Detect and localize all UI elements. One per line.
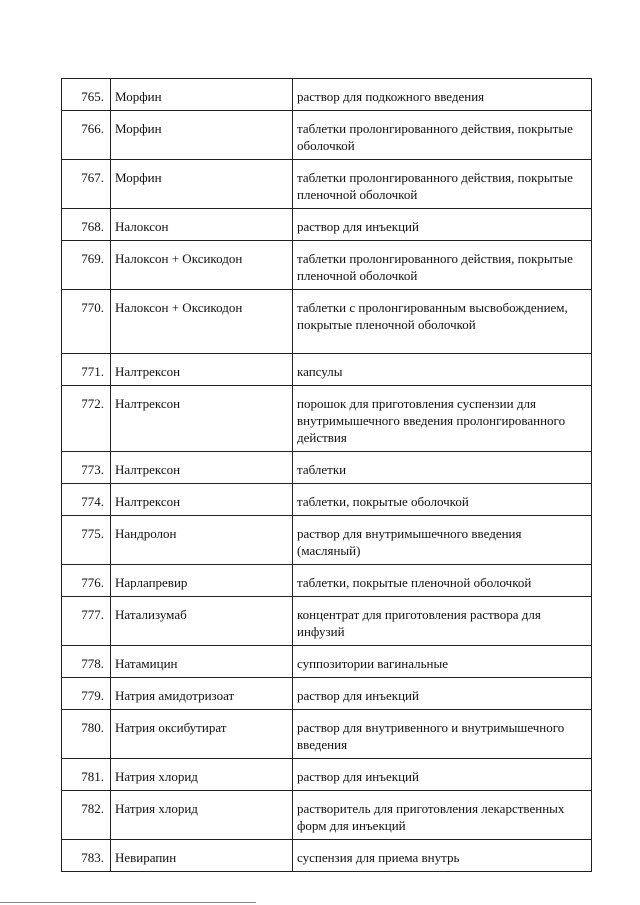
drug-name: Натрия амидотризоат — [111, 678, 293, 710]
dosage-form: раствор для подкожного введения — [293, 79, 592, 111]
dosage-form: суспензия для приема внутрь — [293, 840, 592, 872]
dosage-form: таблетки пролонгированного действия, покрытые пленочной оболочкой — [293, 241, 592, 290]
table-row — [62, 354, 592, 386]
drug-name: Налтрексон — [111, 484, 293, 516]
dosage-form: раствор для инъекций — [293, 209, 592, 241]
drug-name: Налтрексон — [111, 452, 293, 484]
dosage-form: раствор для внутримышечного введения (масляный) — [293, 516, 592, 565]
drug-name: Налтрексон — [111, 386, 293, 452]
drug-list-body — [62, 79, 592, 872]
table-row — [62, 710, 592, 759]
row-number: 766. — [62, 111, 111, 160]
drug-name: Невирапин — [111, 840, 293, 872]
table-row — [62, 565, 592, 597]
dosage-form: таблетки, покрытые пленочной оболочкой — [293, 565, 592, 597]
drug-name: Натрия оксибутират — [111, 710, 293, 759]
row-number: 774. — [62, 484, 111, 516]
drug-name: Налоксон + Оксикодон — [111, 290, 293, 354]
row-number: 773. — [62, 452, 111, 484]
table-row — [62, 840, 592, 872]
table-row — [62, 160, 592, 209]
table-row — [62, 241, 592, 290]
drug-name: Налоксон + Оксикодон — [111, 241, 293, 290]
row-number: 778. — [62, 646, 111, 678]
table-row — [62, 678, 592, 710]
dosage-form: порошок для приготовления суспензии для внутримышечного введения пролонгированного действия — [293, 386, 592, 452]
drug-name: Натрия хлорид — [111, 791, 293, 840]
table-row — [62, 452, 592, 484]
table-row — [62, 516, 592, 565]
drug-name: Налтрексон — [111, 354, 293, 386]
drug-name: Морфин — [111, 160, 293, 209]
drug-name: Нандролон — [111, 516, 293, 565]
dosage-form: раствор для инъекций — [293, 759, 592, 791]
row-number: 777. — [62, 597, 111, 646]
dosage-form: капсулы — [293, 354, 592, 386]
dosage-form: таблетки с пролонгированным высвобождением, покрытые пленочной оболочкой — [293, 290, 592, 354]
dosage-form: растворитель для приготовления лекарственных форм для инъекций — [293, 791, 592, 840]
row-number: 782. — [62, 791, 111, 840]
table-row — [62, 484, 592, 516]
table-row — [62, 759, 592, 791]
row-number: 783. — [62, 840, 111, 872]
row-number: 768. — [62, 209, 111, 241]
dosage-form: концентрат для приготовления раствора для инфузий — [293, 597, 592, 646]
drug-name: Морфин — [111, 111, 293, 160]
table-row — [62, 386, 592, 452]
dosage-form: таблетки пролонгированного действия, покрытые пленочной оболочкой — [293, 160, 592, 209]
drug-name: Натализумаб — [111, 597, 293, 646]
drug-list-table — [61, 78, 592, 872]
dosage-form: таблетки, покрытые оболочкой — [293, 484, 592, 516]
dosage-form: таблетки — [293, 452, 592, 484]
table-row — [62, 111, 592, 160]
drug-name: Нарлапревир — [111, 565, 293, 597]
dosage-form: таблетки пролонгированного действия, покрытые оболочкой — [293, 111, 592, 160]
table-row — [62, 646, 592, 678]
drug-name: Налоксон — [111, 209, 293, 241]
table-row — [62, 791, 592, 840]
table-row — [62, 79, 592, 111]
drug-name: Морфин — [111, 79, 293, 111]
table-row — [62, 597, 592, 646]
dosage-form: суппозитории вагинальные — [293, 646, 592, 678]
drug-name: Натамицин — [111, 646, 293, 678]
dosage-form: раствор для внутривенного и внутримышечного введения — [293, 710, 592, 759]
table-row — [62, 290, 592, 354]
row-number: 779. — [62, 678, 111, 710]
row-number: 767. — [62, 160, 111, 209]
row-number: 776. — [62, 565, 111, 597]
row-number: 771. — [62, 354, 111, 386]
row-number: 775. — [62, 516, 111, 565]
row-number: 781. — [62, 759, 111, 791]
row-number: 772. — [62, 386, 111, 452]
dosage-form: раствор для инъекций — [293, 678, 592, 710]
row-number: 765. — [62, 79, 111, 111]
table-row — [62, 209, 592, 241]
row-number: 780. — [62, 710, 111, 759]
drug-name: Натрия хлорид — [111, 759, 293, 791]
footnote-separator — [0, 902, 256, 903]
row-number: 769. — [62, 241, 111, 290]
row-number: 770. — [62, 290, 111, 354]
